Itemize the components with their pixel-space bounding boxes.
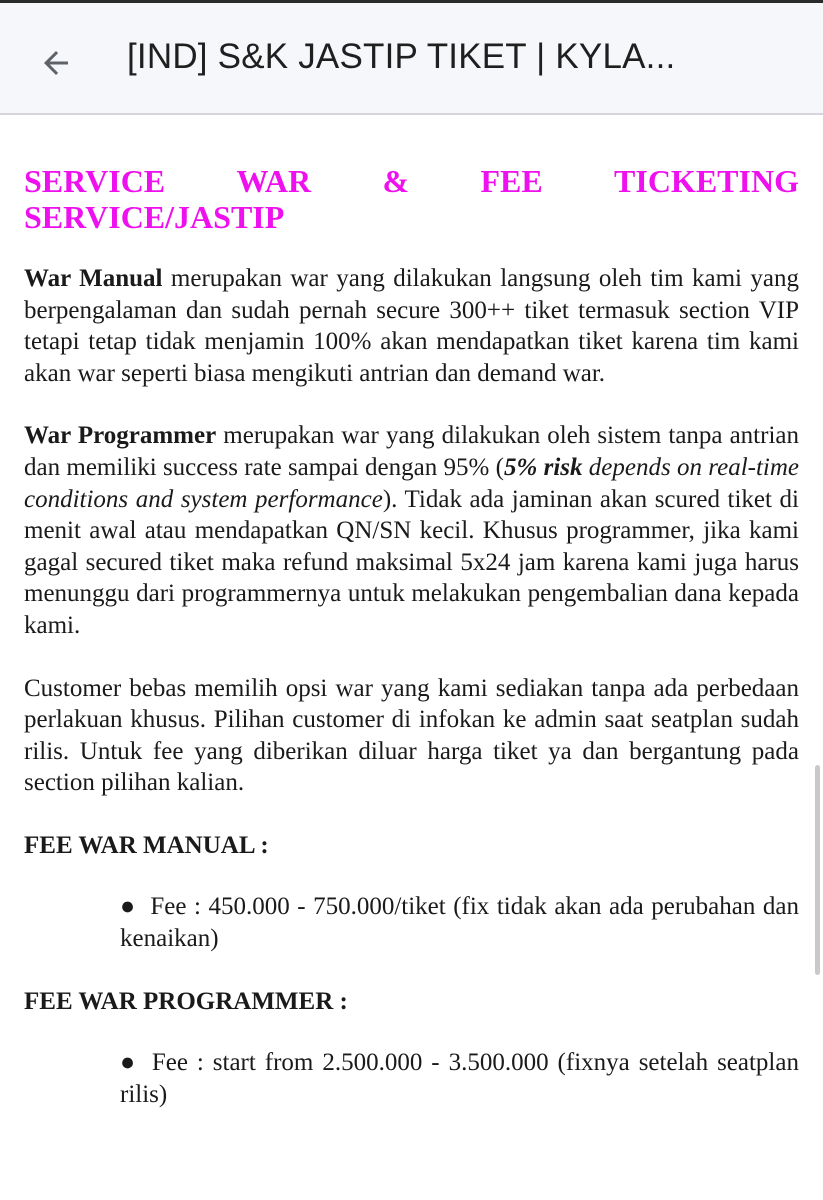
heading-line-1 bbox=[24, 163, 799, 199]
paragraph-war-programmer bbox=[24, 420, 799, 641]
document-title: [IND] S&K JASTIP TIKET | KYLA... bbox=[127, 37, 676, 76]
app-bar bbox=[0, 3, 823, 115]
heading-line-2: SERVICE/JASTIP bbox=[24, 199, 285, 235]
risk-note: depends on real-time conditions and system performance bbox=[24, 453, 800, 513]
document-body bbox=[24, 163, 799, 1142]
bullet-icon: ● bbox=[120, 1049, 138, 1077]
paragraph-text: merupakan war yang dilakukan oleh sistem tanpa antrian dan memiliki success rate sampai dengan 95% ( bbox=[24, 422, 799, 481]
paragraph-text: ). Tidak ada jaminan akan scured tiket di menit awal atau mendapatkan QN/SN kecil. Khusus programmer, jika kami gagal secured tiket maka refund maksimal 5x24 jam karena kami juga harus menunggu dari programmernya untuk melakukan pengembalian dana kepada kami. bbox=[24, 485, 799, 639]
list-item-text: Fee : 450.000 - 750.000/tiket (fix tidak akan ada perubahan dan kenaikan) bbox=[120, 892, 799, 952]
paragraph-text: merupakan war yang dilakukan langsung oleh tim kami yang berpengalaman dan sudah pernah secure 300++ tiket termasuk section VIP tetapi tetap tidak menjamin 100% akan mendapatkan tiket karena tim kami akan war seperti biasa mengikuti antrian dan demand war. bbox=[24, 265, 799, 387]
section-heading bbox=[24, 163, 799, 235]
fee-war-programmer-title: FEE WAR PROGRAMMER : bbox=[24, 988, 348, 1016]
bullet-icon: ● bbox=[120, 892, 137, 920]
fee-war-programmer-item bbox=[24, 1047, 799, 1110]
heading-word: WAR bbox=[236, 163, 312, 199]
term-war-manual: War Manual bbox=[24, 265, 163, 292]
list-item-text: Fee : start from 2.500.000 - 3.500.000 (fixnya setelah seatplan rilis) bbox=[120, 1049, 799, 1108]
arrow-left-icon bbox=[38, 45, 74, 81]
fee-war-manual-item bbox=[24, 891, 799, 954]
heading-word: SERVICE bbox=[24, 163, 166, 199]
term-war-programmer: War Programmer bbox=[24, 422, 217, 450]
paragraph-war-manual bbox=[24, 263, 799, 389]
paragraph-customer-choice: Customer bebas memilih opsi war yang kami sediakan tanpa ada perbedaan perlakuan khusus. Pilihan customer di infokan ke admin saat seatplan sudah rilis. Untuk fee yang diberikan diluar harga tiket ya dan bergantung pada section pilihan kalian. bbox=[24, 674, 799, 797]
fee-war-manual-title: FEE WAR MANUAL : bbox=[24, 831, 269, 859]
heading-word: & bbox=[382, 163, 410, 199]
heading-word: FEE bbox=[480, 163, 543, 199]
heading-word: TICKETING bbox=[614, 163, 799, 199]
back-button[interactable] bbox=[32, 39, 80, 87]
scrollbar-thumb[interactable] bbox=[815, 765, 820, 975]
risk-emphasis: 5% risk bbox=[503, 453, 583, 481]
